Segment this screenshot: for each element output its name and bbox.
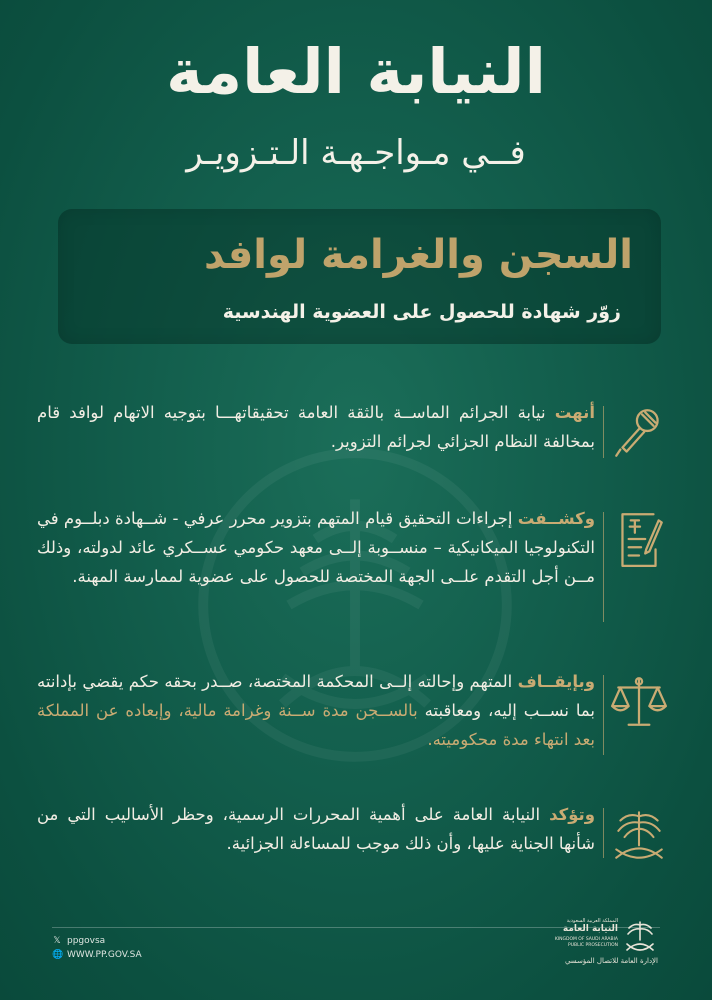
logo-org-english: PUBLIC PROSECUTION [567, 943, 618, 948]
banner-subtitle: زوّر شهادة للحصول على العضوية الهندسية [222, 301, 621, 323]
item-body: النيابة العامة على أهمية المحررات الرسمية، وحظر الأساليب التي من شأنها الجناية عليها، وأن ذلك موجب للمساءلة الجزائية. [37, 805, 595, 853]
x-logo-icon: 𝕏 [53, 936, 61, 946]
item-lead: وبإيقــاف [517, 672, 595, 691]
palm-swords-logo-icon [622, 918, 658, 954]
document-pen-icon [608, 508, 670, 570]
palm-swords-emblem-icon [608, 804, 670, 866]
logo-org-arabic: النيابة العامة [562, 924, 618, 934]
item-highlight: بالســجن مدة ســنة وغرامة مالية، وإبعاده عن المملكة بعد انتهاء مدة محكوميته. [37, 701, 595, 749]
item-body: المتهم وإحالته إلــى المحكمة المختصة، صــدر بحقه حكم يقضي بإدانته بما نســب إليه، ومعاقبته [37, 672, 595, 720]
page-subtitle: فــي مـواجـهـة الـتـزويـر [186, 133, 526, 173]
item-text [37, 667, 595, 754]
website-row[interactable] [52, 948, 142, 962]
paragraph-item [30, 398, 670, 468]
item-lead: وكشــفت [517, 509, 595, 528]
logo-department: الإدارة العامة للاتصال المؤسسي [564, 957, 658, 965]
headline-banner [58, 209, 661, 344]
page-title: النيابة العامة [166, 35, 546, 108]
globe-icon: 🌐 [52, 950, 64, 960]
item-text [37, 398, 595, 456]
social-handle: ppgovsa [67, 936, 106, 946]
item-lead: أنهت [554, 403, 595, 422]
item-divider [603, 406, 604, 458]
item-text [37, 504, 595, 591]
item-body: إجراءات التحقيق قيام المتهم بتزوير محرر عرفي - شــهادة دبلــوم في التكنولوجيا الميكانيكية – منســوبة إلــى معهد حكومي عســكري عائد لدولته، وذلك مــن أجل التقدم علــى الجهة المختصة للحصول على عضوية لممارسة المهنة. [37, 509, 595, 586]
social-handle-row[interactable] [52, 934, 142, 948]
footer-social [52, 934, 142, 962]
item-body: نيابة الجرائم الماســة بالثقة العامة تحقيقاتهـــا بتوجيه الاتهام لوافد قام بمخالفة النظام الجزائي لجرائم التزوير. [37, 403, 595, 451]
item-text [37, 800, 595, 858]
paragraph-item [30, 800, 670, 866]
website-link: WWW.PP.GOV.SA [67, 950, 142, 960]
banner-title: السجن والغرامة لوافد [203, 232, 633, 278]
logo-kingdom-arabic: المملكة العربية السعودية [566, 918, 618, 924]
item-divider [603, 808, 604, 858]
microphone-icon [608, 402, 670, 464]
scales-icon [608, 671, 670, 733]
logo-kingdom-english: KINGDOM OF SAUDI ARABIA [554, 937, 618, 942]
paragraph-item [30, 667, 670, 762]
item-lead: وتؤكد [549, 805, 595, 824]
paragraph-item [30, 504, 670, 624]
public-prosecution-logo [550, 914, 662, 970]
item-divider [603, 675, 604, 755]
item-divider [603, 512, 604, 622]
